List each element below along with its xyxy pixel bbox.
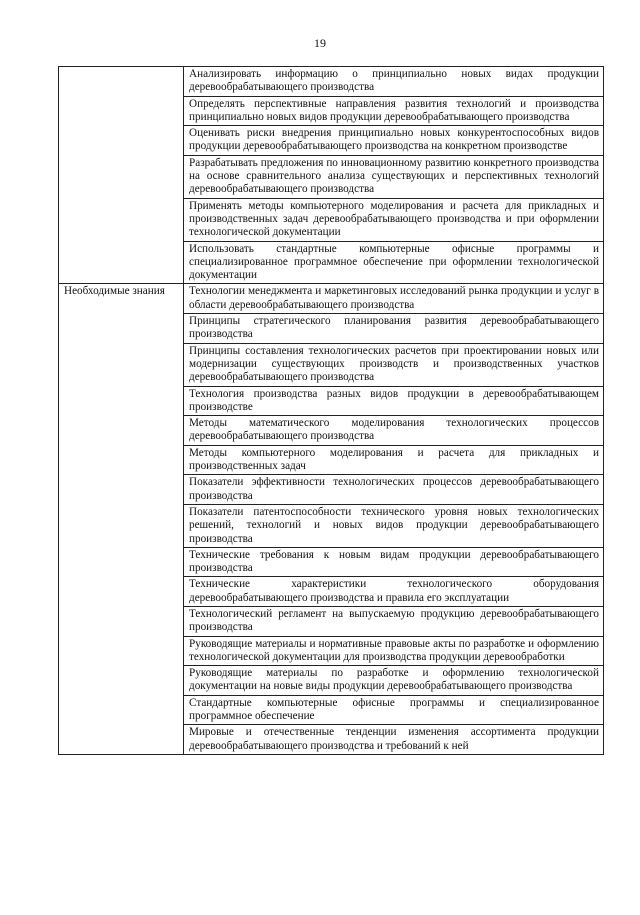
empty-label-cell [59,67,184,284]
requirement-text: Методы математического моделирования технологических процессов деревообрабатывающего производства [184,416,604,446]
requirement-text: Технологии менеджмента и маркетинговых исследований рынка продукции и услуг в области деревообрабатывающего производства [184,284,604,314]
requirement-text: Разрабатывать предложения по инновационному развитию конкретного производства на основе сравнительного анализа существующих и перспективных технологий деревообрабатывающего производства [184,155,604,198]
requirement-text: Технология производства разных видов продукции в деревообрабатывающем производстве [184,386,604,416]
requirement-text: Определять перспективные направления развития технологий и производства принципиально новых видов продукции деревообрабатывающего производства [184,96,604,126]
requirement-text: Методы компьютерного моделирования и расчета для прикладных и производственных задач [184,445,604,475]
requirement-text: Технические характеристики технологического оборудования деревообрабатывающего производства и правила его эксплуатации [184,577,604,607]
table-row [59,284,604,314]
requirement-text: Принципы стратегического планирования развития деревообрабатывающего производства [184,314,604,344]
requirement-text: Оценивать риски внедрения принципиально новых конкурентоспособных видов продукции деревообрабатывающего производства на конкретном производстве [184,126,604,156]
requirement-text: Показатели патентоспособности технического уровня новых технологических решений, технологий и новых видов продукции деревообрабатывающего производства [184,504,604,547]
requirement-text: Принципы составления технологических расчетов при проектировании новых или модернизации существующих производств и производственных участков деревообрабатывающего производства [184,343,604,386]
requirement-text: Анализировать информацию о принципиально новых видах продукции деревообрабатывающего производства [184,67,604,97]
section-label: Необходимые знания [59,284,184,755]
requirement-text: Показатели эффективности технологических процессов деревообрабатывающего производства [184,475,604,505]
requirement-text: Руководящие материалы и нормативные правовые акты по разработке и оформлению технологической документации для производства продукции деревообработки [184,636,604,666]
requirement-text: Технические требования к новым видам продукции деревообрабатывающего производства [184,547,604,577]
requirements-table [58,66,604,755]
table-row [59,67,604,97]
requirement-text: Использовать стандартные компьютерные офисные программы и специализированное программное обеспечение при оформлении технологической документации [184,241,604,284]
requirement-text: Технологический регламент на выпускаемую продукцию деревообрабатывающего производства [184,606,604,636]
page-number: 19 [314,36,326,50]
requirement-text: Мировые и отечественные тенденции изменения ассортимента продукции деревообрабатывающего производства и требований к ней [184,725,604,755]
requirement-text: Руководящие материалы по разработке и оформлению технологической документации на новые виды продукции деревообрабатывающего производства [184,666,604,696]
requirement-text: Стандартные компьютерные офисные программы и специализированное программное обеспечение [184,695,604,725]
requirement-text: Применять методы компьютерного моделирования и расчета для прикладных и производственных задач деревообрабатывающего производства и при оформлении технологической документации [184,198,604,241]
